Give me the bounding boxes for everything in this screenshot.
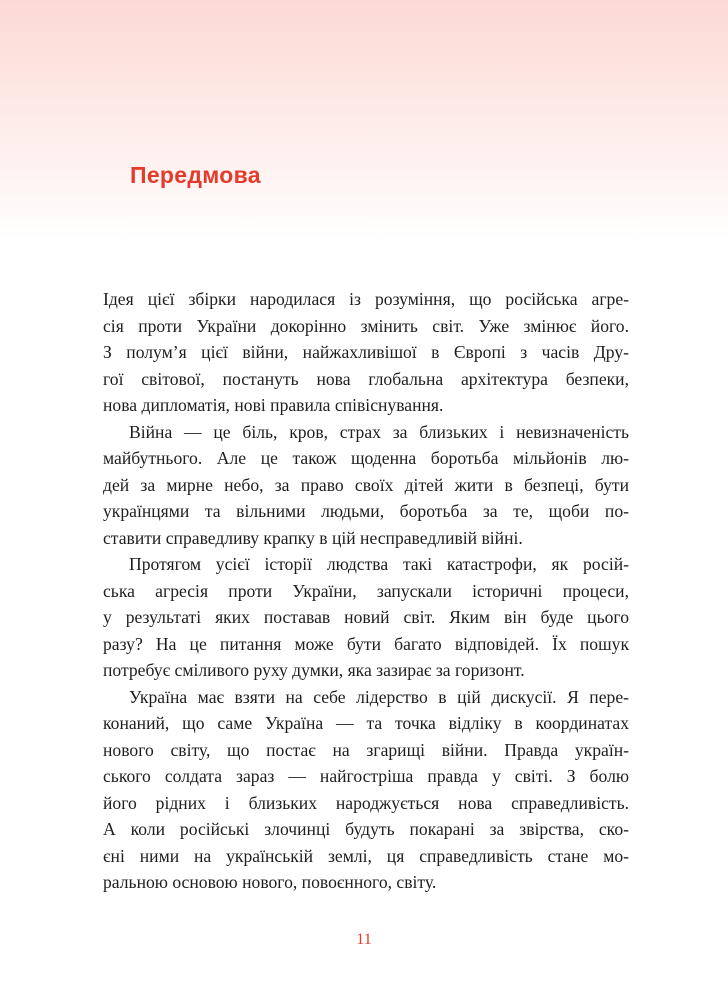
text-line: єні ними на українській землі, ця справедливість стане мо- [103,845,629,866]
text-line: майбутнього. Але це також щоденна боротьба мільйонів лю- [103,448,629,468]
text-line: З полум’я цієї війни, найжахливішої в Європі з часів Дру- [103,342,629,362]
text-line: ська агресія проти України, запускали історичні процеси, [103,580,629,601]
text-line: ральною основою нового, повоєнного, світу. [103,872,437,892]
text-line: нового світу, що постає на згарищі війни. Правда україн- [103,739,629,760]
page-number: 11 [356,931,372,948]
body-text [103,286,629,896]
text-line: потребує сміливого руху думки, яка зазирає за горизонт. [103,660,525,680]
text-line: гої світової, постануть нова глобальна архітектура безпеки, [103,368,629,389]
text-line: у результаті яких поставав новий світ. Яким він буде цього [103,607,629,627]
paragraph [103,286,629,419]
paragraph [103,551,629,684]
text-line: нова дипломатія, нові правила співіснування. [103,395,444,415]
text-line: Україна має взяти на себе лідерство в цій дискусії. Я пере- [129,686,629,707]
paragraph [103,684,629,896]
text-line: А коли російські злочинці будуть покарані за звірства, ско- [103,819,629,839]
text-line: Протягом усієї історії людства такі катастрофи, як росій- [129,554,629,574]
paragraph [103,419,629,552]
text-line: Ідея цієї збірки народилася із розуміння, що російська агре- [103,289,629,309]
text-line: разу? На це питання може бути багато відповідей. Їх пошук [103,633,629,654]
text-line: українцями та вільними людьми, боротьба за те, щоби по- [103,501,629,521]
text-line: Війна — це біль, кров, страх за близьких і невизначеність [129,421,629,442]
text-line: сія проти України докорінно змінить світ. Уже змінює його. [103,315,629,336]
text-line: дей за мирне небо, за право своїх дітей жити в безпеці, бути [103,474,629,495]
text-line: ського солдата зараз — найгостріша правда у світі. З болю [103,766,629,786]
text-line: ставити справедливу крапку в цій несправедливій війні. [103,527,523,548]
text-line: його рідних і близьких народжується нова справедливість. [103,792,629,813]
text-line: конаний, що саме Україна — та точка відліку в координатах [103,713,629,733]
chapter-title: Передмова [130,162,261,188]
